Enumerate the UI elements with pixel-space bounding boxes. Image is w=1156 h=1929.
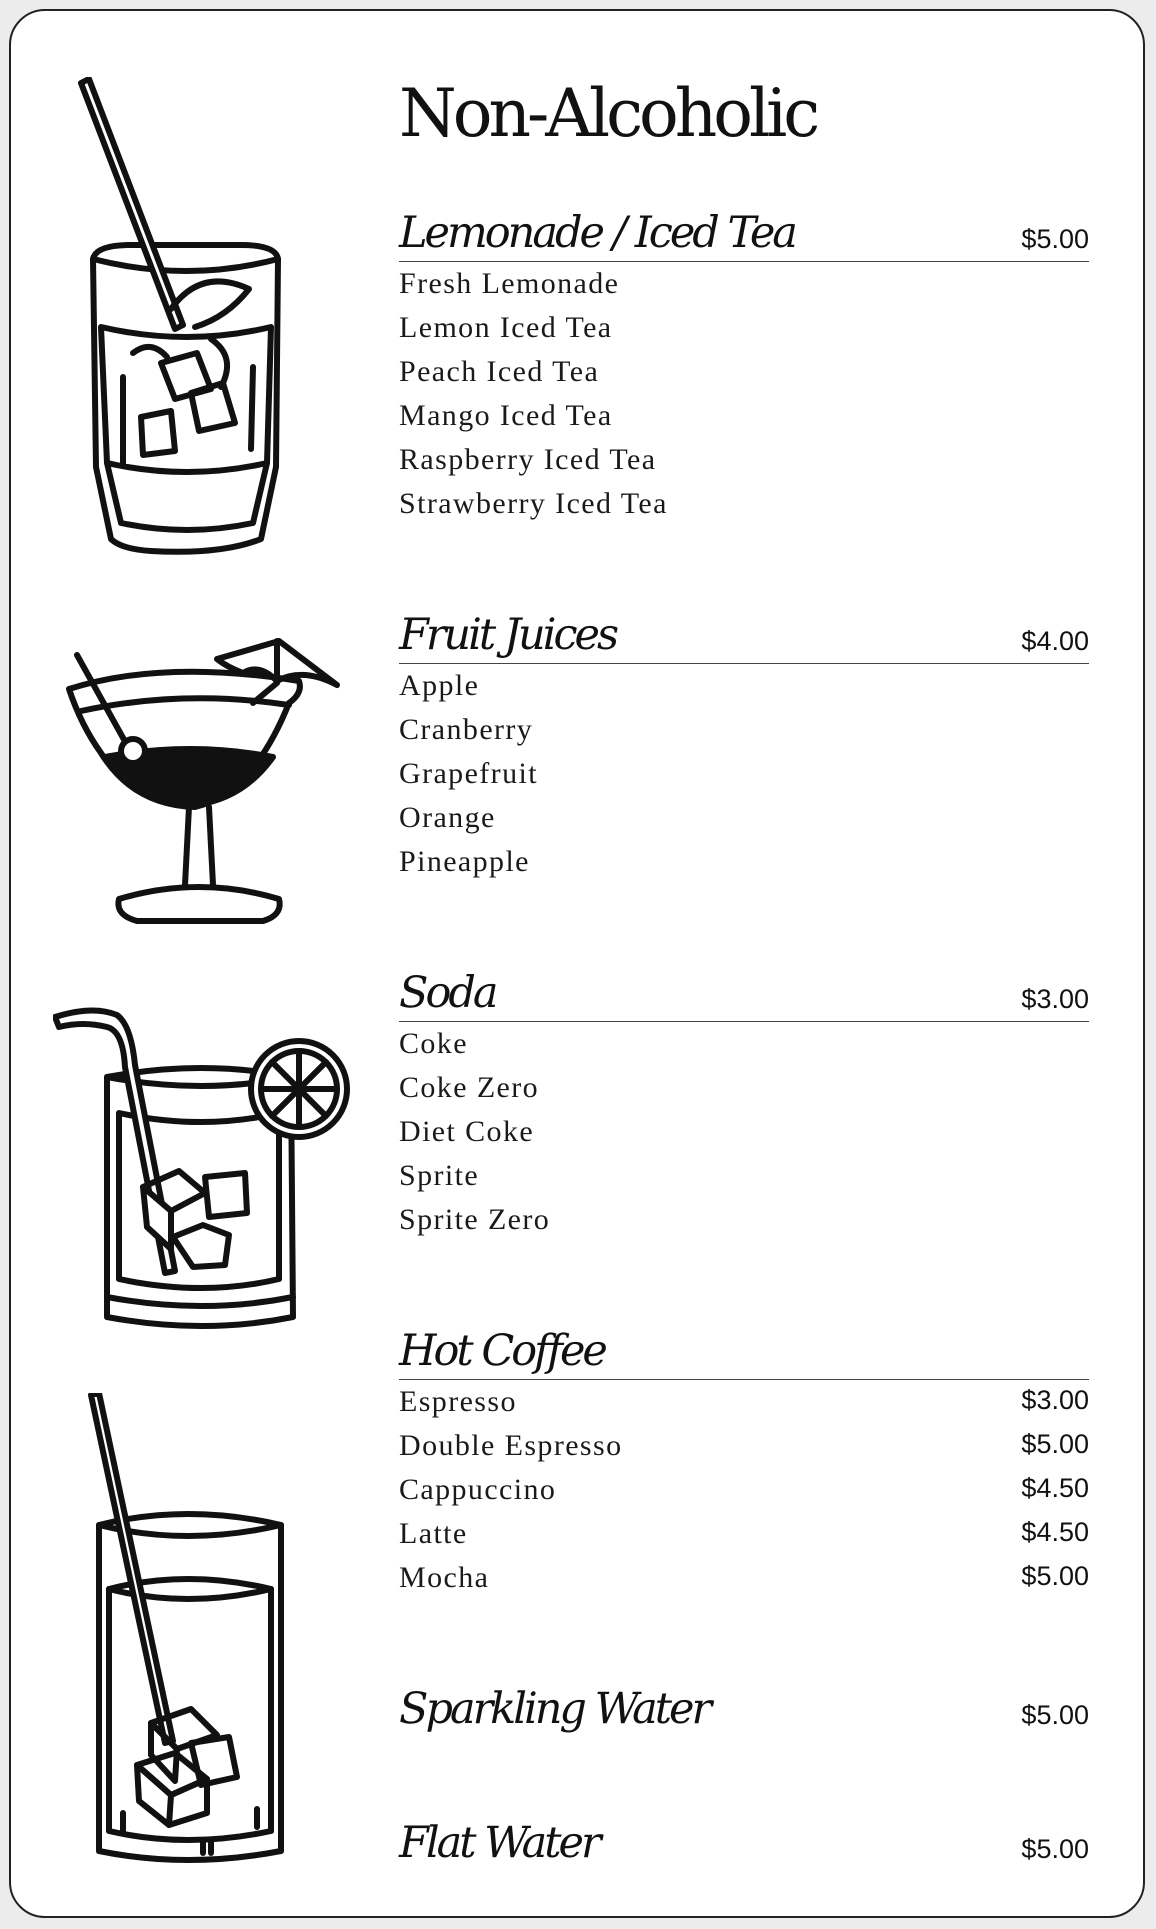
menu-item	[399, 350, 1089, 394]
menu-item	[399, 1110, 1089, 1154]
item-list	[399, 262, 1089, 526]
item-price: $5.00	[1021, 1561, 1089, 1591]
item-name: Sprite	[399, 1159, 480, 1192]
section-title: Hot Coffee	[399, 1326, 605, 1376]
section-fruit-juices	[399, 609, 1089, 884]
section-flat-water	[399, 1817, 1089, 1871]
section-title: Sparkling Water	[399, 1684, 710, 1734]
menu-item	[399, 1198, 1089, 1242]
item-price: $3.00	[1021, 1385, 1089, 1415]
section-header	[399, 1325, 1089, 1380]
item-name: Apple	[399, 669, 480, 702]
item-name: Cappuccino	[399, 1473, 557, 1506]
menu-item	[399, 262, 1089, 306]
section-soda	[399, 967, 1089, 1242]
item-name: Mango Iced Tea	[399, 399, 613, 432]
section-header	[399, 207, 1089, 262]
section-title: Flat Water	[399, 1818, 599, 1868]
menu-item	[399, 1022, 1089, 1066]
section-price: $5.00	[1021, 1834, 1089, 1864]
soda-tumbler-icon	[53, 1005, 353, 1345]
item-name: Sprite Zero	[399, 1203, 551, 1236]
item-name: Strawberry Iced Tea	[399, 487, 668, 520]
section-hot-coffee	[399, 1325, 1089, 1600]
menu-item	[399, 438, 1089, 482]
item-price: $5.00	[1021, 1429, 1089, 1459]
menu-item	[399, 482, 1089, 526]
item-name: Coke	[399, 1027, 468, 1060]
section-sparkling-water	[399, 1683, 1089, 1737]
item-price: $4.50	[1021, 1517, 1089, 1547]
menu-item	[399, 1424, 1089, 1468]
section-title: Fruit Juices	[399, 610, 617, 660]
section-header	[399, 967, 1089, 1022]
iced-tea-glass-icon	[71, 77, 301, 567]
menu-item	[399, 1512, 1089, 1556]
section-header	[399, 1817, 1089, 1871]
item-price: $4.50	[1021, 1473, 1089, 1503]
menu-item	[399, 796, 1089, 840]
item-name: Mocha	[399, 1561, 490, 1594]
section-header	[399, 1683, 1089, 1737]
menu-item	[399, 708, 1089, 752]
menu-item	[399, 1556, 1089, 1600]
menu-item	[399, 1154, 1089, 1198]
section-lemonade-iced-tea	[399, 207, 1089, 526]
page-title: Non-Alcoholic	[399, 75, 817, 152]
menu-item	[399, 752, 1089, 796]
item-name: Lemon Iced Tea	[399, 311, 613, 344]
menu-item	[399, 394, 1089, 438]
menu-item	[399, 840, 1089, 884]
item-name: Peach Iced Tea	[399, 355, 600, 388]
item-name: Grapefruit	[399, 757, 538, 790]
menu-item	[399, 1380, 1089, 1424]
item-name: Coke Zero	[399, 1071, 540, 1104]
item-name: Espresso	[399, 1385, 517, 1418]
menu-item	[399, 1468, 1089, 1512]
section-price: $5.00	[1021, 224, 1089, 254]
menu-item	[399, 306, 1089, 350]
item-list	[399, 1380, 1089, 1600]
item-name: Pineapple	[399, 845, 530, 878]
item-list	[399, 664, 1089, 884]
tall-water-glass-icon	[71, 1393, 311, 1873]
menu-card	[9, 9, 1145, 1918]
cocktail-coupe-icon	[63, 633, 343, 933]
section-title: Soda	[399, 968, 496, 1018]
item-name: Raspberry Iced Tea	[399, 443, 657, 476]
menu-item	[399, 664, 1089, 708]
item-name: Diet Coke	[399, 1115, 535, 1148]
item-list	[399, 1022, 1089, 1242]
section-price: $4.00	[1021, 626, 1089, 656]
section-price: $5.00	[1021, 1700, 1089, 1730]
item-name: Double Espresso	[399, 1429, 623, 1462]
item-name: Latte	[399, 1517, 468, 1550]
section-header	[399, 609, 1089, 664]
section-title: Lemonade / Iced Tea	[399, 208, 795, 258]
section-price: $3.00	[1021, 984, 1089, 1014]
item-name: Fresh Lemonade	[399, 267, 620, 300]
menu-item	[399, 1066, 1089, 1110]
item-name: Cranberry	[399, 713, 534, 746]
item-name: Orange	[399, 801, 496, 834]
